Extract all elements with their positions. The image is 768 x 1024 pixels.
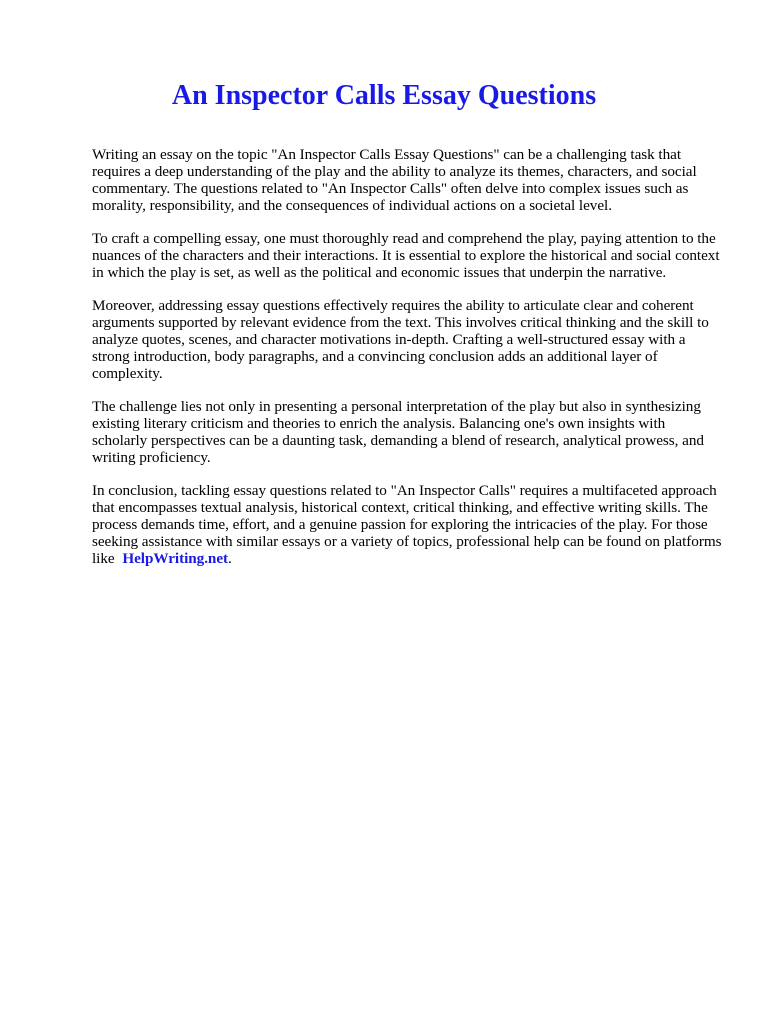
- page-title: An Inspector Calls Essay Questions: [171, 80, 597, 111]
- paragraph-4: The challenge lies not only in presenting a personal interpretation of the play but also in synthesizing existing literary criticism and theories to enrich the analysis. Balancing one's own insights with scholarly perspectives can be a daunting task, demanding a blend of research, analytical prowess, and writing proficiency.: [92, 398, 704, 466]
- paragraph-3: Moreover, addressing essay questions effectively requires the ability to articulate clear and coherent arguments supported by relevant evidence from the text. This involves critical thinking and the skill to analyze quotes, scenes, and character motivations in-depth. Crafting a well-structured essay with a strong introduction, body paragraphs, and a convincing conclusion adds an additional layer of complexity.: [92, 297, 709, 382]
- paragraph-conclusion: [92, 482, 724, 567]
- helpwriting-link[interactable]: HelpWriting.net: [122, 550, 229, 567]
- conclusion-text: In conclusion, tackling essay questions related to "An Inspector Calls" requires a multifaceted approach that encompasses textual analysis, historical context, critical thinking, and effective writing skills. The process demands time, effort, and a genuine passion for exploring the intricacies of the play. For those seeking assistance with similar essays or a variety of topics, professional help can be found on platforms like: [92, 482, 722, 567]
- document-body: [92, 146, 724, 583]
- conclusion-suffix: .: [228, 550, 232, 567]
- paragraph-1: Writing an essay on the topic "An Inspector Calls Essay Questions" can be a challenging task that requires a deep understanding of the play and the ability to analyze its themes, characters, and social commentary. The questions related to "An Inspector Calls" often delve into complex issues such as morality, responsibility, and the consequences of individual actions on a societal level.: [92, 146, 697, 214]
- paragraph-2: To craft a compelling essay, one must thoroughly read and comprehend the play, paying attention to the nuances of the characters and their interactions. It is essential to explore the historical and social context in which the play is set, as well as the political and economic issues that underpin the narrative.: [92, 230, 720, 281]
